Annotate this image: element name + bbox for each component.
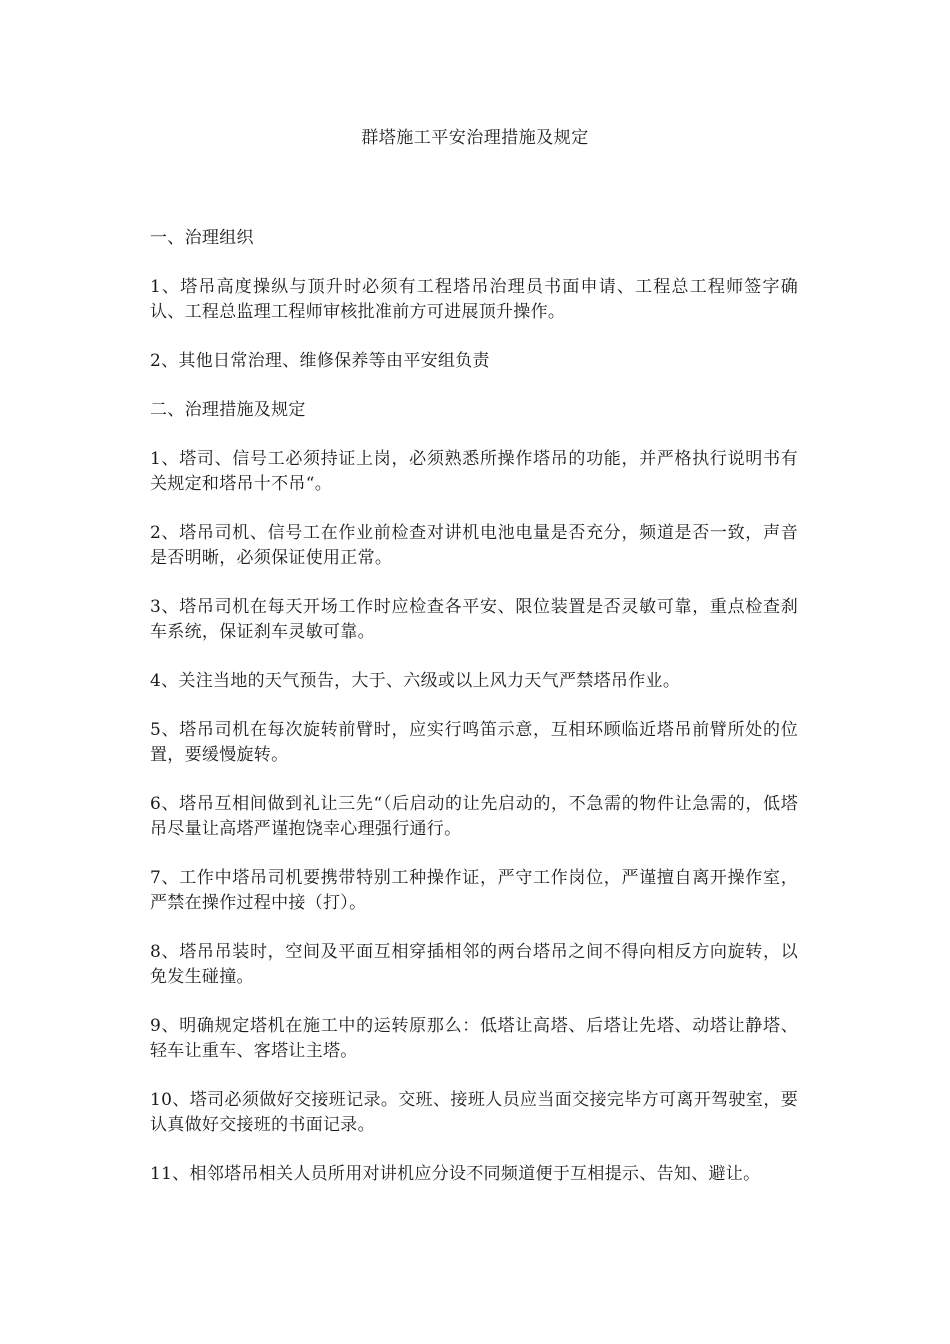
paragraph-measure-10: 10、塔司必须做好交接班记录。交班、接班人员应当面交接完毕方可离开驾驶室，要认真做好交接班的书面记录。 [150,1090,798,1135]
paragraph-measure-11: 11、相邻塔吊相关人员所用对讲机应分设不同频道便于互相提示、告知、避让。 [150,1164,761,1184]
paragraph-measure-9: 9、明确规定塔机在施工中的运转原那么：低塔让高塔、后塔让先塔、动塔让静塔、轻车让重车、客塔让主塔。 [150,1016,798,1061]
paragraph-org-2: 2、其他日常治理、维修保养等由平安组负责 [150,351,490,371]
paragraph-measure-5: 5、塔吊司机在每次旋转前臂时，应实行鸣笛示意，互相环顾临近塔吊前臂所处的位置，要缓慢旋转。 [150,720,798,765]
paragraph-measure-4: 4、关注当地的天气预告，大于、六级或以上风力天气严禁塔吊作业。 [150,671,681,691]
document-title: 群塔施工平安治理措施及规定 [361,128,589,148]
paragraph-measure-1: 1、塔司、信号工必须持证上岗，必须熟悉所操作塔吊的功能，并严格执行说明书有关规定和塔吊十不吊“。 [150,449,798,494]
section-heading-measures: 二、治理措施及规定 [150,400,306,420]
document-body [150,226,798,1211]
section-heading-organization: 一、治理组织 [150,228,254,248]
paragraph-measure-6: 6、塔吊互相间做到礼让三先“（后启动的让先启动的，不急需的物件让急需的，低塔吊尽量让高塔严谨抱饶幸心理强行通行。 [150,794,798,839]
paragraph-measure-8: 8、塔吊吊装时，空间及平面互相穿插相邻的两台塔吊之间不得向相反方向旋转，以免发生碰撞。 [150,942,798,987]
paragraph-measure-3: 3、塔吊司机在每天开场工作时应检查各平安、限位装置是否灵敏可靠，重点检查刹车系统，保证刹车灵敏可靠。 [150,597,798,642]
paragraph-org-1: 1、塔吊高度操纵与顶升时必须有工程塔吊治理员书面申请、工程总工程师签字确认、工程总监理工程师审核批准前方可进展顶升操作。 [150,277,798,322]
paragraph-measure-2: 2、塔吊司机、信号工在作业前检查对讲机电池电量是否充分，频道是否一致，声音是否明晰，必须保证使用正常。 [150,523,798,568]
paragraph-measure-7: 7、工作中塔吊司机要携带特别工种操作证，严守工作岗位，严谨擅自离开操作室，严禁在操作过程中接（打）。 [150,868,798,913]
